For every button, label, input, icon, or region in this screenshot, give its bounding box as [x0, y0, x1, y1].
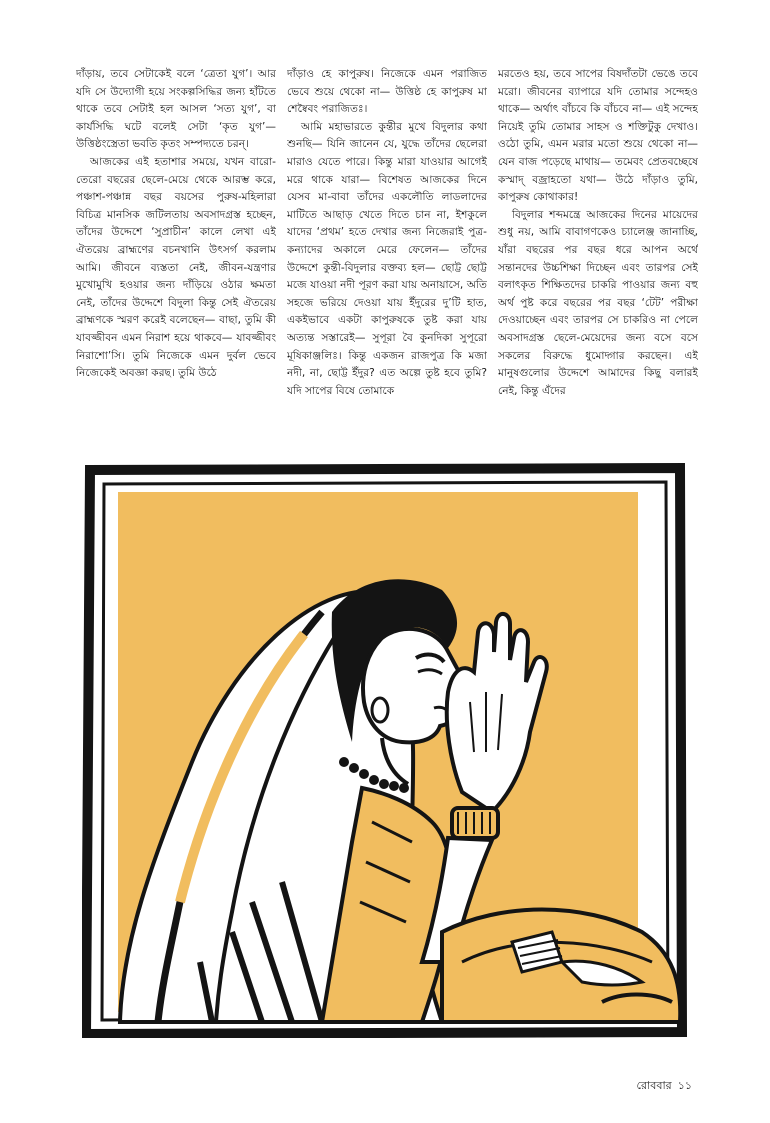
article-columns	[76, 66, 698, 448]
illustration-woman-praying	[82, 462, 690, 1038]
paragraph: দাঁড়াও হে কাপুরুষ। নিজেকে এমন পরাজিত ভেবে শুয়ে থেকো না— উত্তিষ্ঠ হে কাপুরুষ মা শেষ্বৈবং পরাজিতঃ।	[287, 68, 487, 116]
page-footer	[631, 1077, 692, 1096]
page-number: ১১	[677, 1079, 692, 1092]
article-column-1	[76, 66, 276, 448]
article-column-2	[287, 66, 487, 448]
paragraph: আজকের এই হতাশার সময়ে, যখন বারো-তেরো বছরের ছেলে-মেয়ে থেকে আরম্ভ করে, পঞ্চাশ-পঞ্চান্ন বছর বয়সের পুরুষ-মহিলারা বিচিত্র মানসিক জটিলতায় অবসাদগ্রস্ত হচ্ছেন, তাঁদের উদ্দেশে ‘সুপ্রাচীন’ কালে লেখা এই ঐতরেয় ব্রাহ্মণের বচনখানি উৎসর্গ করলাম আমি। জীবনে ব্যস্ততা নেই, জীবন-যন্ত্রণার মুখোমুখি হওয়ার জন্য দাঁড়িয়ে ওঠার ক্ষমতা নেই, তাঁদের উদ্দেশে বিদুলা কিন্তু সেই ঐতরেয় ব্রাহ্মণকে স্মরণ করেই বলেছেন— বাছা, তুমি কী যাবজ্জীবন এমন নিরাশ হয়ে থাকবে— যাবজ্জীবং নিরাশো’সি। তুমি নিজেকে এমন দুর্বল ভেবে নিজেকেই অবজ্ঞা করছ। তুমি উঠে	[76, 155, 276, 380]
article-column-3	[498, 66, 698, 448]
paragraph: আমি মহাভারতে কুন্তীর মুখে বিদুলার কথা শুনছি— যিনি জানেন যে, যুদ্ধে তাঁদের ছেলেরা মারাও যেতে পারে। কিন্তু মারা যাওয়ার আগেই মরে থাকে যারা— বিশেষত আজকের দিনে যেসব মা-বাবা তাঁদের একলৌতি লাডলাদের মাটিতে আছাড় খেতে দিতে চান না, ইশকুলে যাদের ‘প্রথম’ হতে দেখার জন্য নিজেরাই পুত্র-কন্যাদের অকালে মেরে ফেলেন— তাঁদের উদ্দেশে কুন্তী-বিদুলার বক্তব্য হল— ছোট্ট ছোট্ট মজে যাওয়া নদী পূরণ করা যায় অনায়াসে, অতি সহজে ভরিয়ে দেওয়া যায় ইঁদুরের দু’টি হাত, একইভাবে একটা কাপুরুষকে তুষ্ট করা যায় অত্যন্ত সস্তারেই— সুপূরা বৈ কুনদিকা সুপূরো মূষিকাঞ্জলিঃ। কিন্তু একজন রাজপুত্র কি মজা নদী, না, ছোট্ট ইঁদুর? এত অল্পে তুষ্ট হবে তুমি? যদি সাপের বিষে তোমাকে	[287, 120, 487, 397]
paragraph: বিদুলার শব্দমন্ত্রে আজকের দিনের মায়েদের শুধু নয়, আমি বাবাগণকেও চ্যালেঞ্জ জানাচ্ছি, যাঁরা বছরের পর বছর ধরে আপন অর্থে সন্তানদের উচ্চশিক্ষা দিচ্ছেন এবং তারপর সেই বলাৎকৃত শিক্ষিতদের চাকরি পাওয়ার জন্য বহু অর্থ পুষ্ট করে বছরের পর বছর ‘টেট’ পরীক্ষা দেওয়াচ্ছেন এবং তারপর সে চাকরিও না পেলে অবসাদগ্রস্ত ছেলে-মেয়েদের জন্য বসে বসে সকলের বিরুদ্ধে ধুমোদ্গার করছেন। এই মানুষগুলোর উদ্দেশে আমাদের কিছু বলারই নেই, কিন্তু এঁদের	[498, 208, 698, 397]
magazine-name: রোববার	[636, 1079, 672, 1092]
paragraph: মরতেও হয়, তবে সাপের বিষদাঁতটা ভেঙে তবে মরো। জীবনের ব্যাপারে যদি তোমার সন্দেহও থাকে— অর্থাৎ বাঁচবে কি বাঁচবে না— এই সন্দেহ নিয়েই তুমি তোমার সাহস ও শক্তিটুকু দেখাও। ওঠো তুমি, এমন মরার মতো শুয়ে থেকো না— যেন বাজ পড়েছে মাথায়— তমেবং প্রেতবচ্ছেষে কস্মাদ্ বজ্রাহতো যথা— উঠে দাঁড়াও তুমি, কাপুরুষ কোথাকার!	[498, 68, 698, 204]
paragraph: দাঁড়ায়, তবে সেটাকেই বলে ‘ত্রেতা যুগ’। আর যদি সে উদ্যোগী হয়ে সংকল্পসিদ্ধির জন্য হাঁটতে থাকে তবে সেটাই হল আসল ‘সত্য যুগ’, বা কার্যসিদ্ধি ঘটে বলেই সেটা ‘কৃত যুগ’— উত্তিষ্ঠংস্ত্রেতা ভবতি কৃতং সম্পদ্যতে চরন্।	[76, 68, 276, 151]
resting-arm	[442, 910, 680, 1023]
illustration-artwork	[82, 462, 690, 1038]
